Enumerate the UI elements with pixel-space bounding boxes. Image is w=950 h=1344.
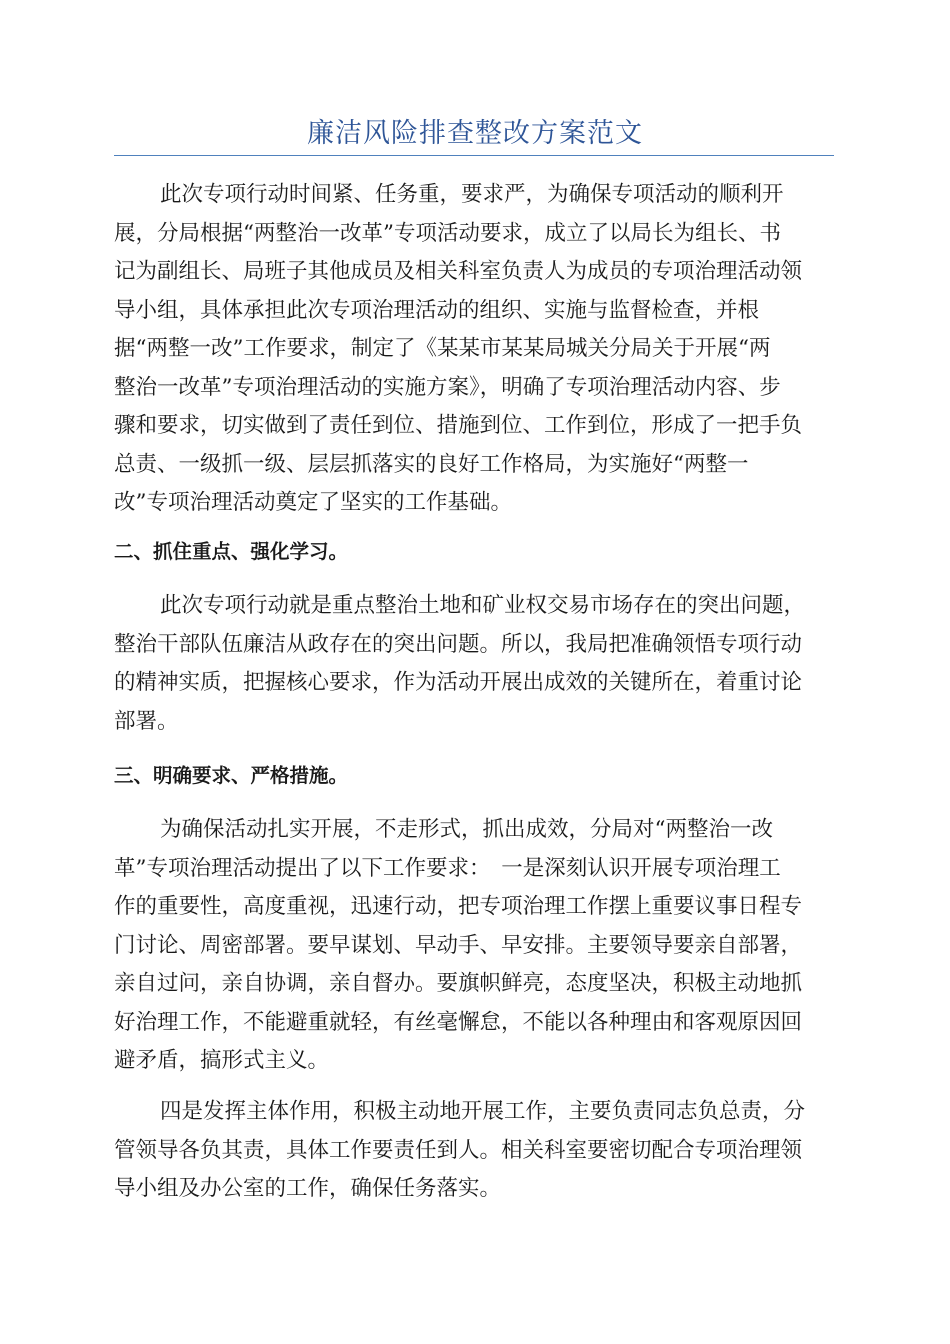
text-line: 据“两整一改”工作要求，制定了《某某市某某局城关分局关于开展“两 — [114, 336, 771, 361]
text-line: 总责、一级抓一级、层层抓落实的良好工作格局，为实施好“两整一 — [114, 451, 749, 477]
text-line: 的精神实质，把握核心要求，作为活动开展出成效的关键所在，着重讨论 — [114, 670, 803, 695]
text-line: 避矛盾，搞形式主义。 — [114, 1048, 330, 1073]
text-line: 导小组及办公室的工作，确保任务落实。 — [114, 1176, 502, 1201]
text-line: 管领导各负其责，具体工作要责任到人。相关科室要密切配合专项治理领 — [114, 1137, 803, 1163]
text-line: 此次专项行动时间紧、任务重，要求严，为确保专项活动的顺利开 — [160, 182, 784, 207]
text-line: 记为副组长、局班子其他成员及相关科室负责人为成员的专项治理活动领 — [114, 259, 803, 284]
text-line: 整治干部队伍廉洁从政存在的突出问题。所以，我局把准确领悟专项行动 — [114, 631, 803, 657]
text-line: 作的重要性，高度重视，迅速行动，把专项治理工作摆上重要议事日程专 — [114, 894, 803, 919]
text-line: 此次专项行动就是重点整治土地和矿业权交易市场存在的突出问题， — [160, 593, 806, 618]
paragraph-2 — [114, 587, 832, 741]
page-title: 廉洁风险排查整改方案范文 — [307, 118, 643, 149]
text-line: 好治理工作，不能避重就轻，有丝毫懈怠，不能以各种理由和客观原因回 — [114, 1009, 803, 1035]
text-line: 整治一改革”专项治理活动的实施方案》，明确了专项治理活动内容、步 — [114, 374, 781, 400]
text-line: 革”专项治理活动提出了以下工作要求： 一是深刻认识开展专项治理工 — [114, 855, 781, 881]
text-line: 展，分局根据“两整治一改革”专项活动要求，成立了以局长为组长、书 — [114, 220, 781, 246]
text-line: 四是发挥主体作用，积极主动地开展工作，主要负责同志负总责，分 — [160, 1099, 806, 1124]
text-line: 骤和要求，切实做到了责任到位、措施到位、工作到位，形成了一把手负 — [114, 413, 803, 438]
section-heading-3: 三、明确要求、严格措施。 — [114, 764, 349, 787]
text-line: 改”专项治理活动奠定了坚实的工作基础。 — [114, 490, 512, 515]
text-line: 门讨论、周密部署。要早谋划、早动手、早安排。主要领导要亲自部署， — [114, 932, 803, 958]
title-underline — [114, 155, 834, 156]
paragraph-3 — [114, 811, 832, 1081]
text-line: 部署。 — [114, 708, 179, 734]
section-heading-2: 二、抓住重点、强化学习。 — [114, 540, 349, 563]
text-line: 导小组，具体承担此次专项治理活动的组织、实施与监督检查，并根 — [114, 297, 760, 323]
text-line: 亲自过问，亲自协调，亲自督办。要旗帜鲜亮，态度坚决，积极主动地抓 — [114, 971, 803, 996]
paragraph-1 — [114, 176, 832, 523]
paragraph-4 — [114, 1093, 832, 1209]
text-line: 为确保活动扎实开展，不走形式，抓出成效，分局对“两整治一改 — [160, 817, 773, 842]
